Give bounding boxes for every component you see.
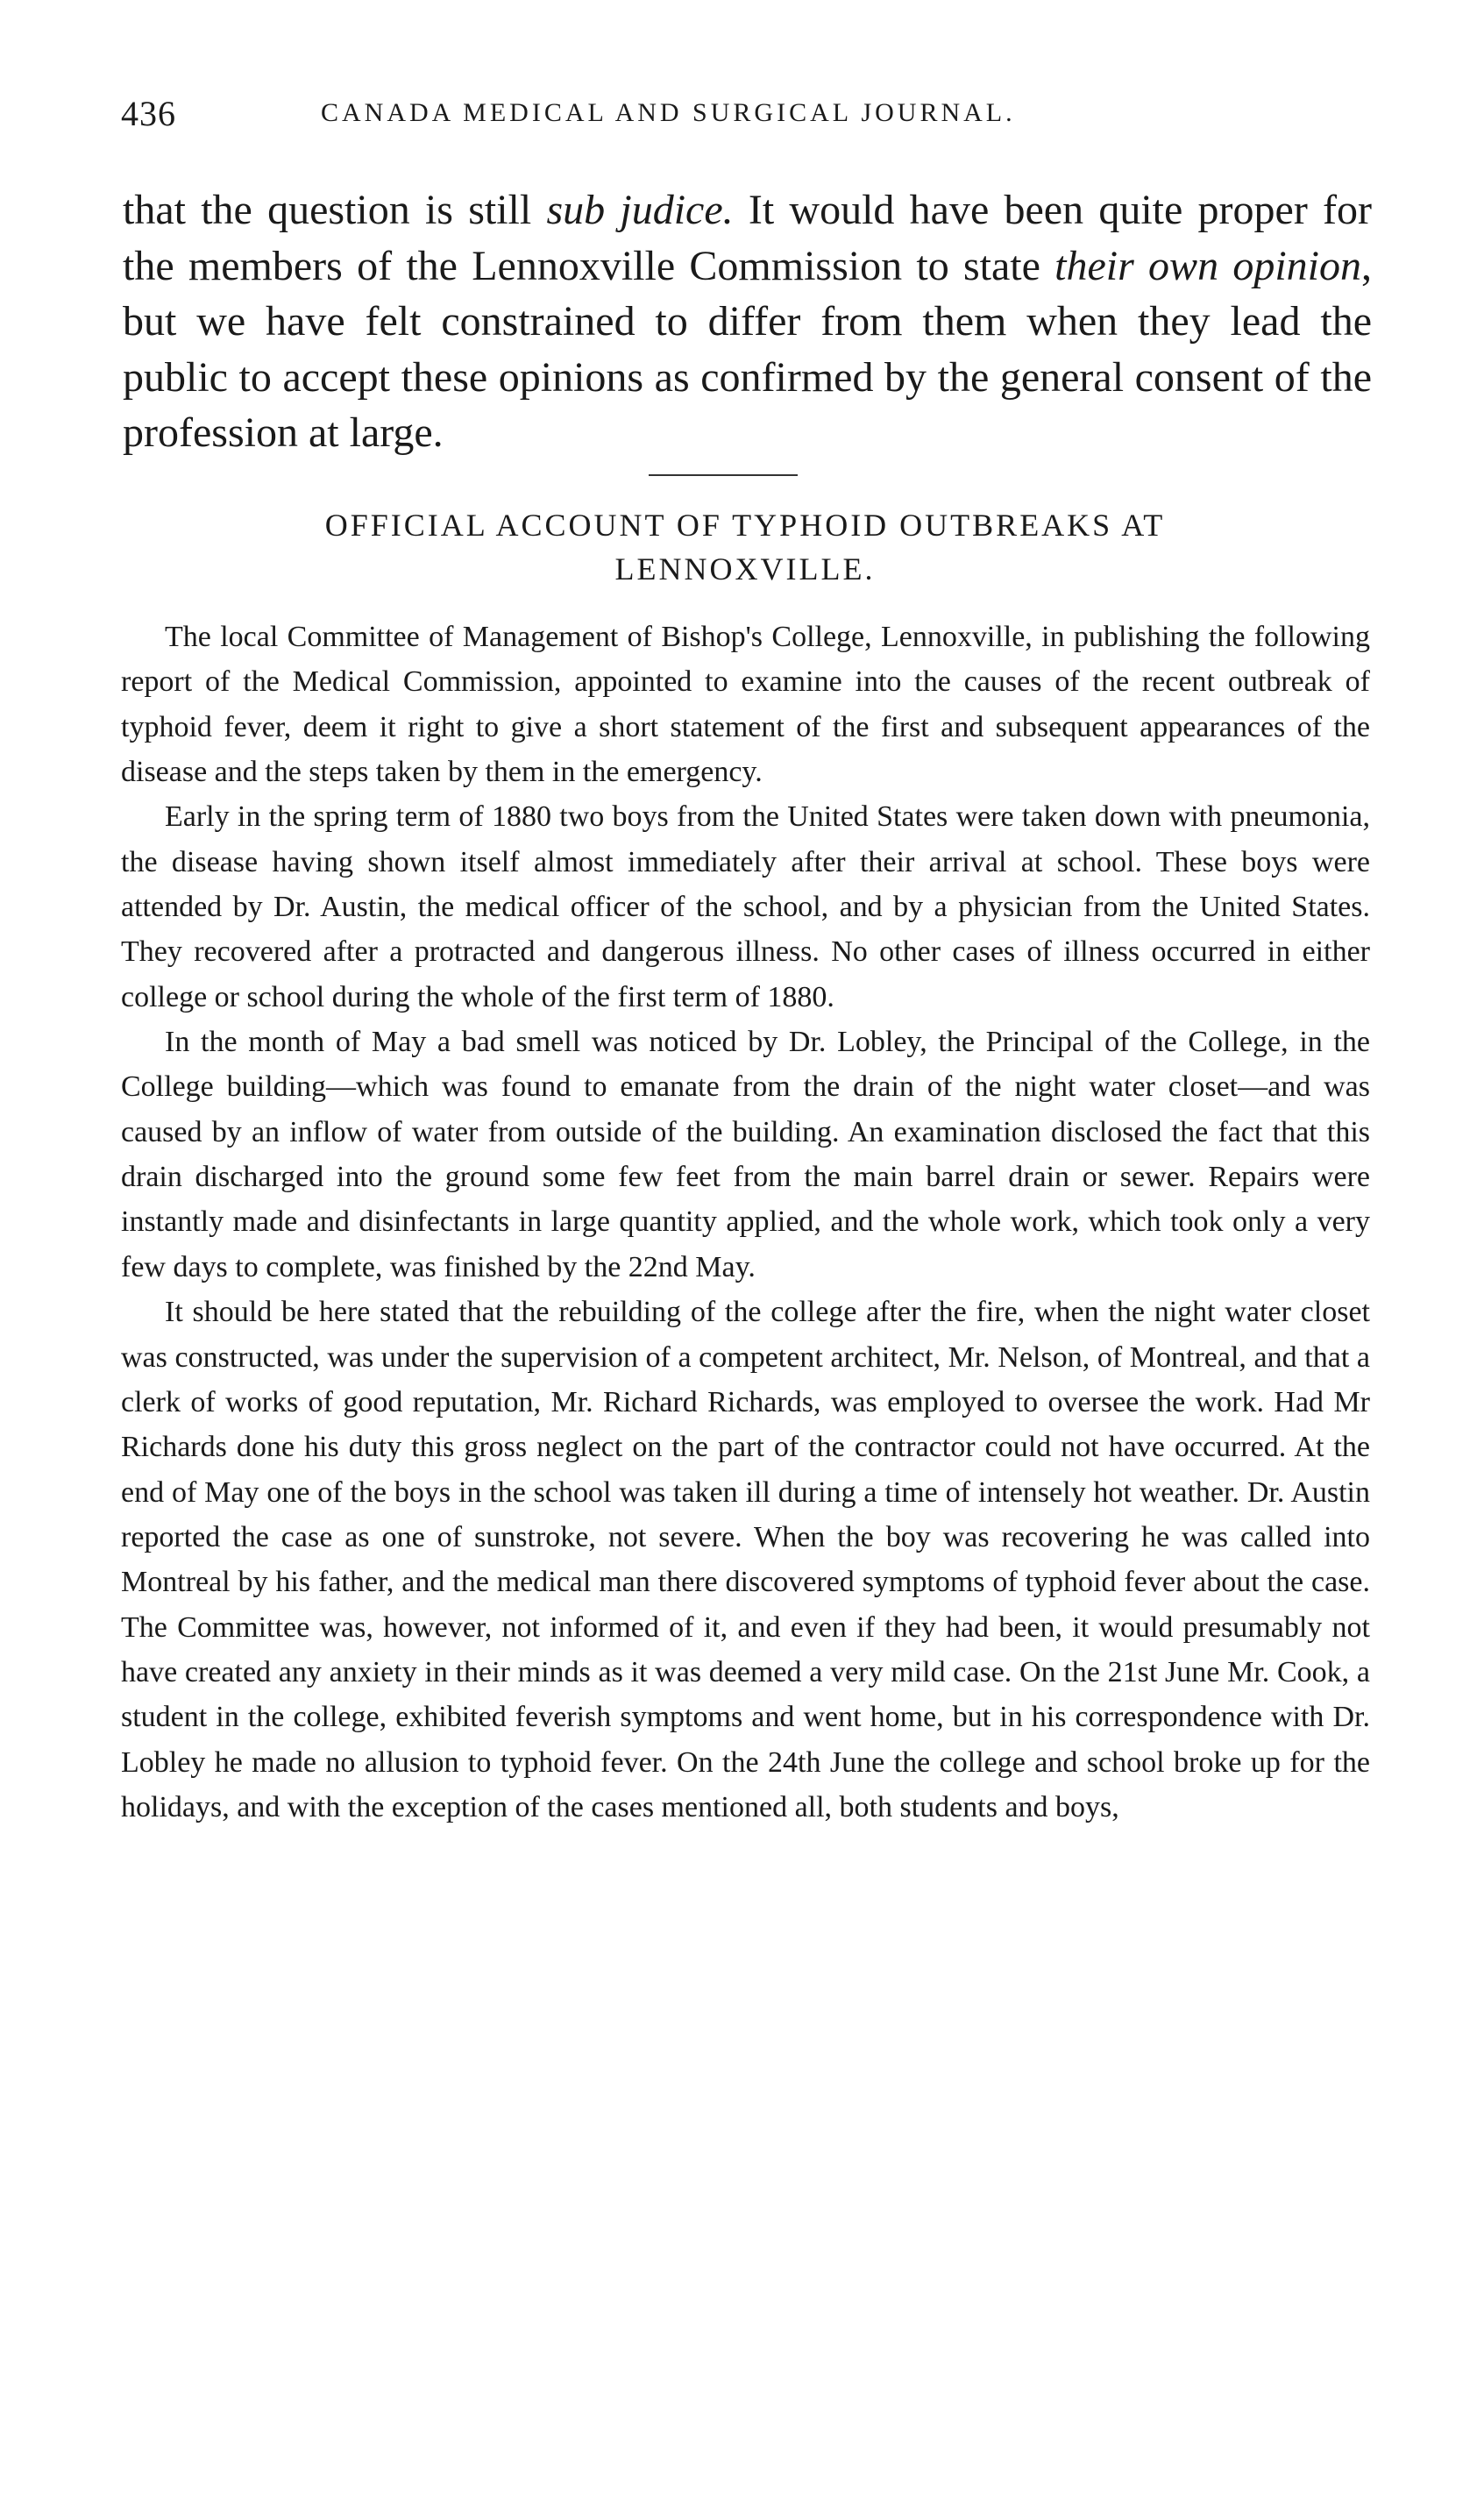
intro-text: It would have been quite proper for the members of the Lennoxville Commission to state	[123, 187, 1373, 289]
section-heading	[202, 503, 1289, 591]
intro-text: that the question is still	[123, 187, 547, 233]
intro-italic-sub-judice: sub judice.	[546, 187, 734, 233]
paragraph-pneumonia-cases: Early in the spring term of 1880 two boys from the United States were taken down with pneumonia, the disease having shown itself almost immediately after their arrival at school. These boys were attended by Dr. Austin, the medical officer of the school, and by a physician from the United States. They recovered after a protracted and dangerous illness. No other cases of illness occurred in either college or school during the whole of the first term of 1880.	[121, 800, 1370, 1013]
page-number: 436	[121, 94, 176, 133]
paragraph-rebuilding-and-typhoid: It should be here stated that the rebuilding of the college after the fire, when the night water closet was constructed, was under the supervision of a competent architect, Mr. Nelson, of Montreal, and that a clerk of works of good reputation, Mr. Richard Richards, was employed to oversee the work. Had Mr Richards done his duty this gross neglect on the part of the contractor could not have occurred. At the end of May one of the boys in the school was taken ill during a time of intensely hot weather. Dr. Austin reported the case as one of sunstroke, not severe. When the boy was recovering he was called into Montreal by his father, and the medical man there discovered symptoms of typhoid fever about the case. The Committee was, however, not informed of it, and even if they had been, it would presumably not have created any anxiety in their minds as it was deemed a very mild case. On the 21st June Mr. Cook, a student in the college, exhibited feverish symptoms and went home, but in his correspondence with Dr. Lobley he made no allusion to typhoid fever. On the 24th June the college and school broke up for the holidays, and with the exception of the cases mentioned all, both students and boys,	[121, 1296, 1370, 1823]
intro-text: , but we have felt constrained to differ from them when they lead the public to accept these opinions as confirmed by the general consent of the profession at large.	[123, 242, 1372, 457]
article-body	[121, 615, 1370, 1830]
section-heading-line-2: LENNOXVILLE.	[614, 551, 876, 586]
paragraph-drain-smell: In the month of May a bad smell was noticed by Dr. Lobley, the Principal of the College, in the College building—which was found to emanate from the drain of the night water closet—and was caused by an inflow of water from outside of the building. An examination disclosed the fact that this drain discharged into the ground some few feet from the main barrel drain or sewer. Repairs were instantly made and disinfectants in large quantity applied, and the whole work, which took only a very few days to complete, was finished by the 22nd May.	[121, 1026, 1370, 1283]
journal-title: CANADA MEDICAL AND SURGICAL JOURNAL.	[321, 98, 1016, 127]
running-head	[121, 93, 1366, 146]
intro-italic-own-opinion: their own opinion	[1054, 242, 1361, 289]
paragraph-committee-statement: The local Committee of Management of Bishop's College, Lennoxville, in publishing the following report of the Medical Commission, appointed to examine into the causes of the recent outbreak of typhoid fever, deem it right to give a short statement of the first and subsequent appearances of the disease and the steps taken by them in the emergency.	[121, 621, 1370, 789]
intro-paragraph	[123, 182, 1372, 461]
section-divider	[649, 474, 798, 476]
section-heading-line-1: OFFICIAL ACCOUNT OF TYPHOID OUTBREAKS AT	[324, 508, 1166, 543]
